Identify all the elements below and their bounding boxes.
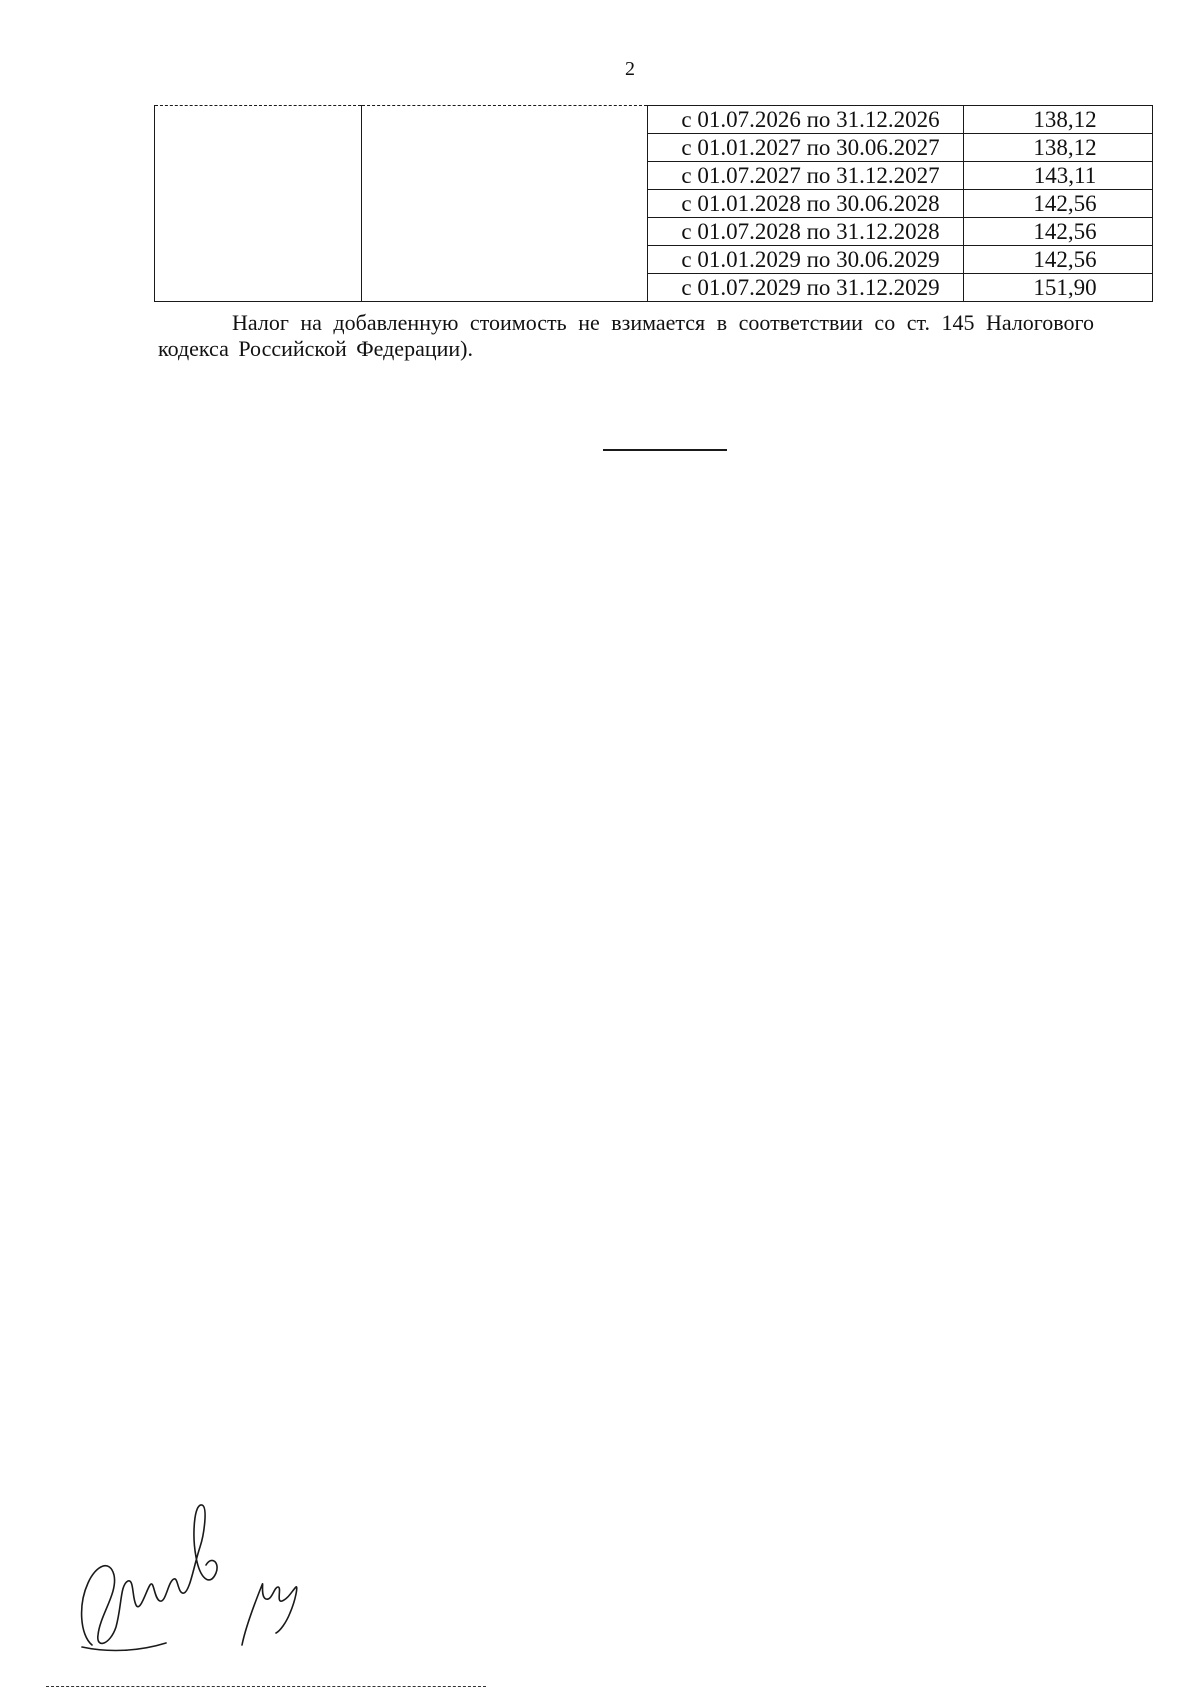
period-cell: с 01.01.2028 по 30.06.2028	[648, 190, 964, 218]
end-of-text-rule	[603, 449, 727, 451]
table-cell-empty-2	[362, 106, 648, 302]
tariff-table	[154, 105, 1153, 302]
period-cell: с 01.07.2029 по 31.12.2029	[648, 274, 964, 302]
value-cell: 151,90	[964, 274, 1153, 302]
period-cell: с 01.01.2027 по 30.06.2027	[648, 134, 964, 162]
value-cell: 142,56	[964, 246, 1153, 274]
period-cell: с 01.01.2029 по 30.06.2029	[648, 246, 964, 274]
signature-1-flourish	[82, 1643, 166, 1650]
bottom-rule	[46, 1686, 486, 1687]
vat-note: Налог на добавленную стоимость не взимается в соответствии со ст. 145 Налогового кодекса Российской Федерации).	[158, 310, 1094, 361]
table-cell-empty-1	[155, 106, 362, 302]
page-number: 2	[625, 58, 635, 80]
value-cell: 138,12	[964, 134, 1153, 162]
value-cell: 142,56	[964, 218, 1153, 246]
value-cell: 138,12	[964, 106, 1153, 134]
table-row	[155, 106, 1153, 134]
value-cell: 142,56	[964, 190, 1153, 218]
signature-1	[82, 1505, 217, 1645]
period-cell: с 01.07.2028 по 31.12.2028	[648, 218, 964, 246]
value-cell: 143,11	[964, 162, 1153, 190]
signatures	[70, 1495, 330, 1655]
signature-2	[242, 1584, 297, 1645]
period-cell: с 01.07.2027 по 31.12.2027	[648, 162, 964, 190]
period-cell: с 01.07.2026 по 31.12.2026	[648, 106, 964, 134]
